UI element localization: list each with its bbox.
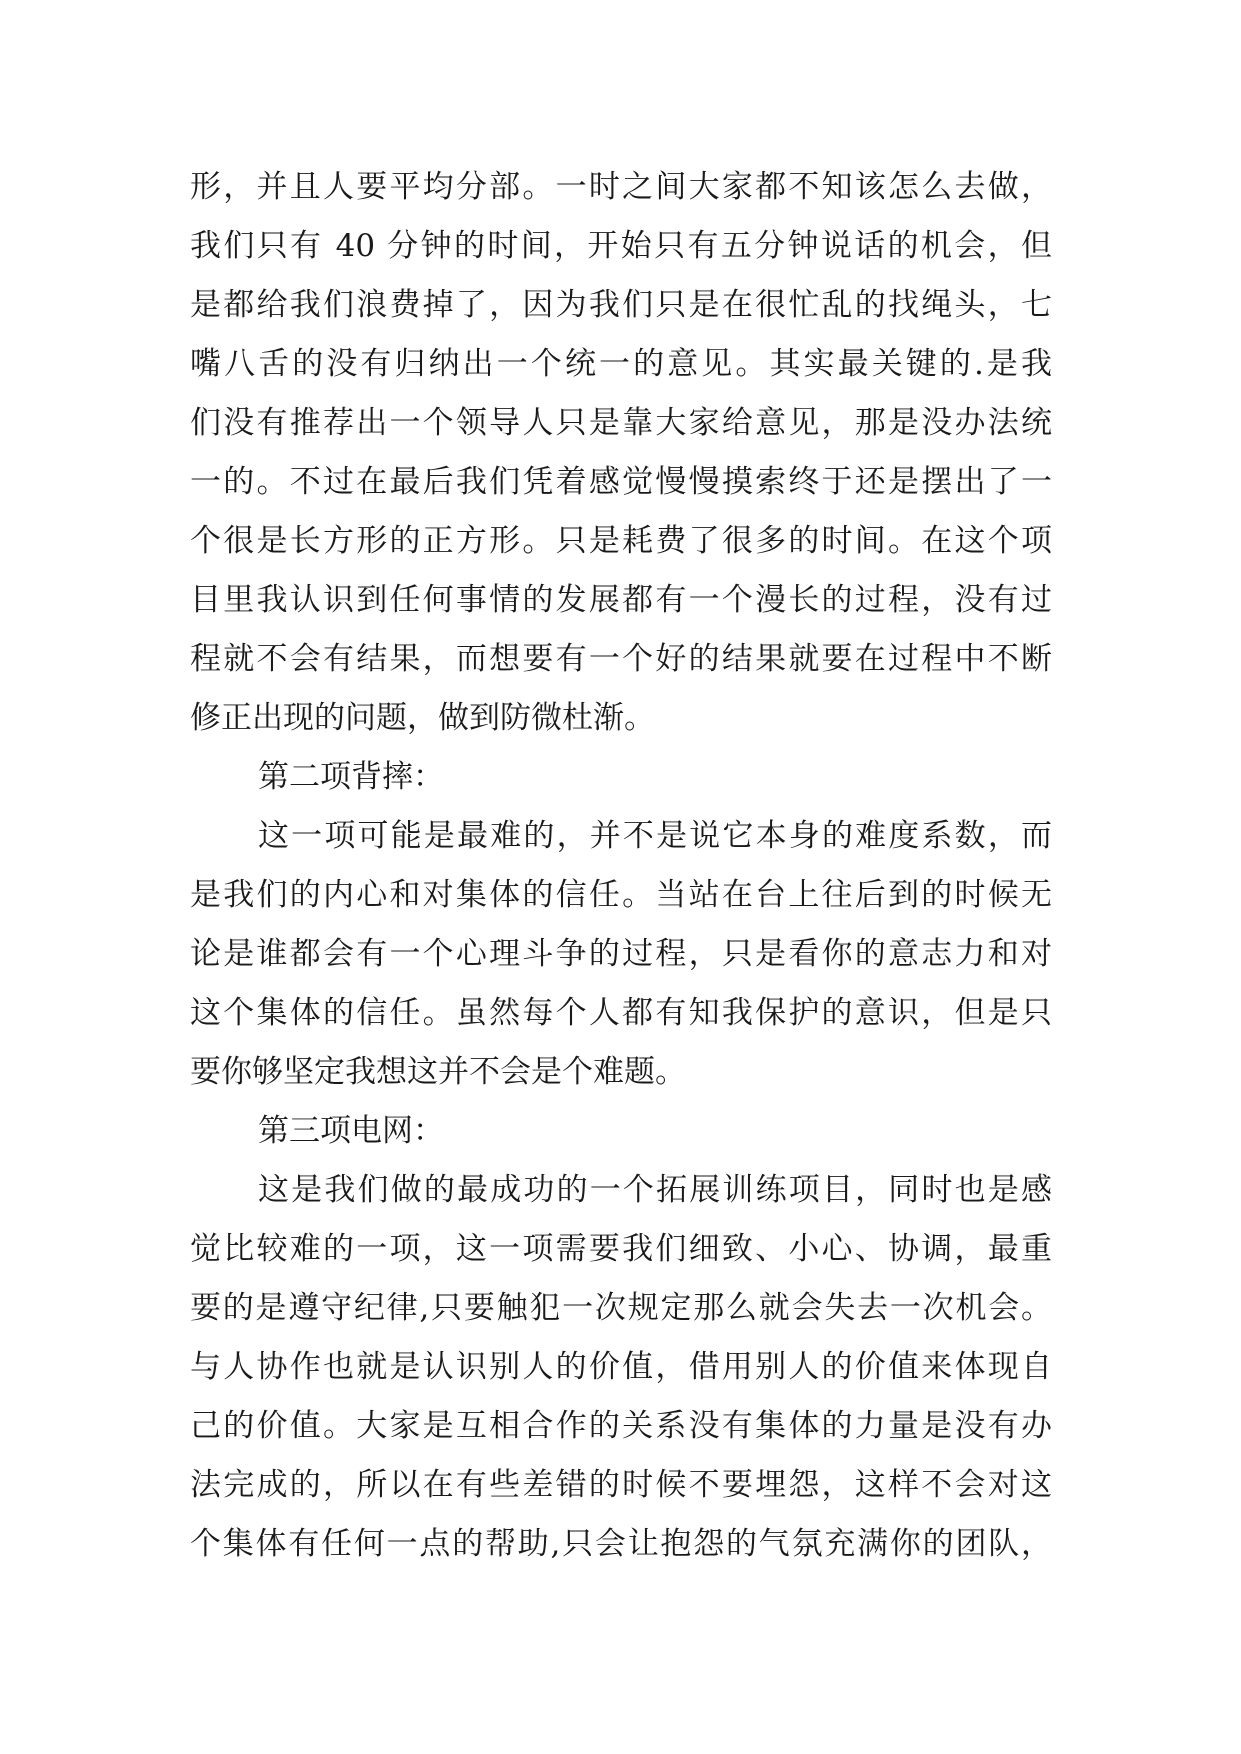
paragraph-line: 一的。不过在最后我们凭着感觉慢慢摸索终于还是摆出了一 <box>190 464 1052 500</box>
paragraph-line: 与人协作也就是认识别人的价值，借用别人的价值来体现自 <box>190 1349 1052 1385</box>
body-text <box>190 158 1052 1574</box>
paragraph-line: 要你够坚定我想这并不会是个难题。 <box>190 1054 686 1090</box>
paragraph-line: 修正出现的问题，做到防微杜渐。 <box>190 700 655 736</box>
paragraph-line: 论是谁都会有一个心理斗争的过程，只是看你的意志力和对 <box>190 936 1052 972</box>
paragraph-line: 要的是遵守纪律,只要触犯一次规定那么就会失去一次机会。 <box>190 1290 1052 1326</box>
section-heading: 第二项背摔： <box>258 759 444 795</box>
paragraph-line: 这是我们做的最成功的一个拓展训练项目，同时也是感 <box>258 1172 1052 1208</box>
paragraph-line: 目里我认识到任何事情的发展都有一个漫长的过程，没有过 <box>190 582 1052 618</box>
paragraph-line: 己的价值。大家是互相合作的关系没有集体的力量是没有办 <box>190 1408 1052 1444</box>
section-heading: 第三项电网： <box>258 1113 444 1149</box>
paragraph-line: 嘴八舌的没有归纳出一个统一的意见。其实最关键的.是我 <box>190 346 1052 382</box>
paragraph-line: 觉比较难的一项，这一项需要我们细致、小心、协调，最重 <box>190 1231 1052 1267</box>
paragraph-line: 个很是长方形的正方形。只是耗费了很多的时间。在这个项 <box>190 523 1052 559</box>
paragraph-line: 法完成的，所以在有些差错的时候不要埋怨，这样不会对这 <box>190 1467 1052 1503</box>
paragraph-line: 个集体有任何一点的帮助,只会让抱怨的气氛充满你的团队， <box>190 1526 1052 1562</box>
paragraph-line: 们没有推荐出一个领导人只是靠大家给意见，那是没办法统 <box>190 405 1052 441</box>
paragraph-line: 这个集体的信任。虽然每个人都有知我保护的意识，但是只 <box>190 995 1052 1031</box>
paragraph-line: 形，并且人要平均分部。一时之间大家都不知该怎么去做， <box>190 169 1052 205</box>
paragraph-line: 是都给我们浪费掉了，因为我们只是在很忙乱的找绳头，七 <box>190 287 1052 323</box>
paragraph-line: 这一项可能是最难的，并不是说它本身的难度系数，而 <box>258 818 1052 854</box>
paragraph-line: 程就不会有结果，而想要有一个好的结果就要在过程中不断 <box>190 641 1052 677</box>
paragraph-line: 我们只有 40 分钟的时间，开始只有五分钟说话的机会，但 <box>190 228 1052 264</box>
paragraph-line: 是我们的内心和对集体的信任。当站在台上往后到的时候无 <box>190 877 1052 913</box>
